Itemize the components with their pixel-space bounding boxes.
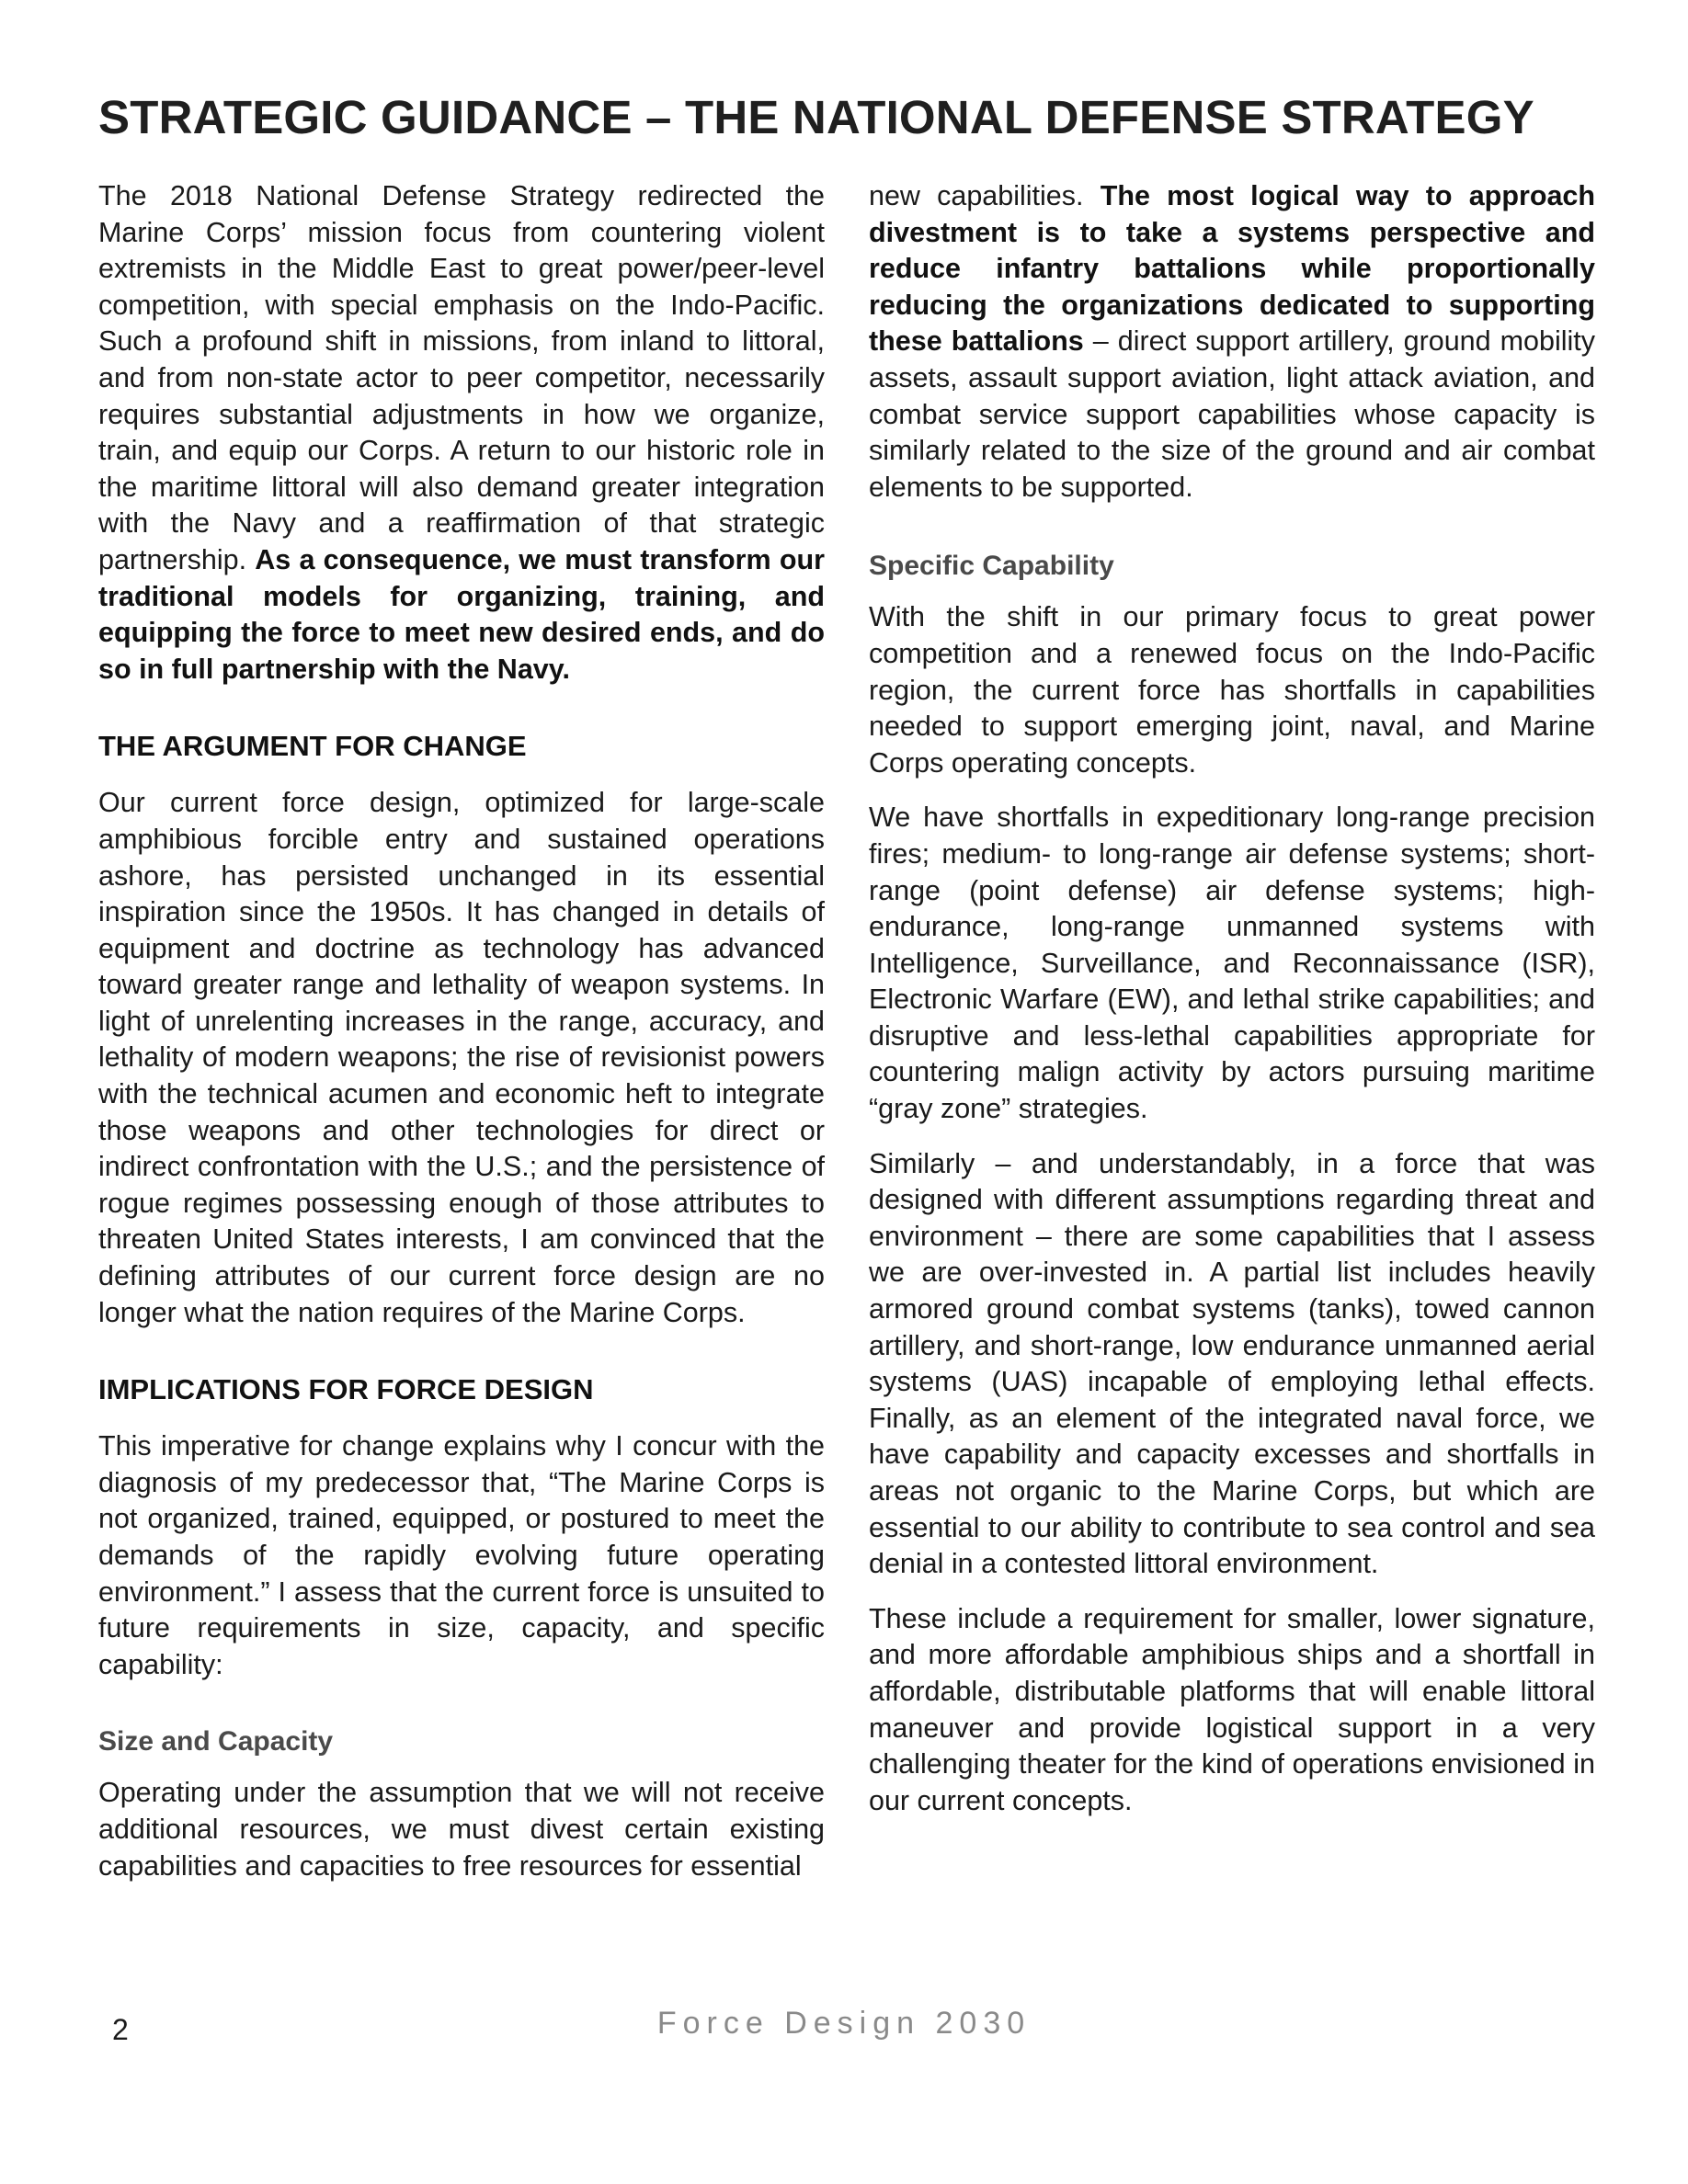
intro-paragraph: [98, 178, 825, 688]
right-column: [869, 178, 1595, 1819]
divestment-text-start: new capabilities.: [869, 180, 1101, 211]
implications-paragraph: This imperative for change explains why I concur with the diagnosis of my predecessor that, “The Marine Corps is not organized, trained, equipped, or postured to meet the demands of the rapidly evolving future operating environment.” I assess that the current force is unsuited to future requirements in size, capacity, and specific capability:: [98, 1430, 825, 1680]
page-number: 2: [112, 2013, 129, 2046]
argument-paragraph: Our current force design, optimized for large-scale amphibious forcible entry and sustained operations ashore, has persisted unchanged in its essential inspiration since the 1950s. It has changed in details of equipment and doctrine as technology has advanced toward greater range and lethality of weapon systems. In light of unrelenting increases in the range, accuracy, and lethality of modern weapons; the rise of revisionist powers with the technical acumen and economic heft to integrate those weapons and other technologies for direct or indirect confrontation with the U.S.; and the persistence of rogue regimes possessing enough of those attributes to threaten United States interests, I am convinced that the defining attributes of our current force design are no longer what the nation requires of the Marine Corps.: [98, 787, 825, 1328]
capability-paragraph-1: With the shift in our primary focus to great power competition and a renewed focus on the Indo-Pacific region, the current force has shortfalls in capabilities needed to support emerging joint, naval, and Marine Corps operating concepts.: [869, 601, 1595, 779]
argument-for-change-heading: THE ARGUMENT FOR CHANGE: [98, 730, 527, 763]
capability-paragraph-4: These include a requirement for smaller, lower signature, and more affordable amphibious ships and a shortfall in affordable, distributable platforms that will enable littoral maneuver and provide logistical support in a very challenging theater for the kind of operations envisioned in our current concepts.: [869, 1602, 1595, 1816]
size-and-capacity-heading: Size and Capacity: [98, 1726, 334, 1757]
capability-paragraph-2: We have shortfalls in expeditionary long-range precision fires; medium- to long-range air defense systems; short-range (point defense) air defense systems; high-endurance, long-range unmanned systems with Intelligence, Surveillance, and Reconnaissance (ISR), Electronic Warfare (EW), and lethal strike capabilities; and disruptive and less-lethal capabilities appropriate for countering malign activity by actors pursuing maritime “gray zone” strategies.: [869, 802, 1595, 1125]
size-and-capacity-paragraph: Operating under the assumption that we will not receive additional resources, we must divest certain existing capabilities and capacities to free resources for essential: [98, 1777, 825, 1882]
implications-heading: IMPLICATIONS FOR FORCE DESIGN: [98, 1373, 594, 1406]
divestment-text-end: – direct support artillery, ground mobility assets, assault support aviation, light attack aviation, and combat service support capabilities whose capacity is similarly related to the size of the ground and air combat elements to be supported.: [869, 325, 1595, 503]
left-column: [98, 178, 825, 1884]
intro-text: The 2018 National Defense Strategy redirected the Marine Corps’ mission focus from countering violent extremists in the Middle East to great power/peer-level competition, with special emphasis on the Indo-Pacific. Such a profound shift in missions, from inland to littoral, and from non-state actor to peer competitor, necessarily requires substantial adjustments in how we organize, train, and equip our Corps. A return to our historic role in the maritime littoral will also demand greater integration with the Navy and a reaffirmation of that strategic partnership.: [98, 180, 825, 575]
page-title: STRATEGIC GUIDANCE – THE NATIONAL DEFENSE STRATEGY: [98, 91, 1534, 143]
capability-paragraph-3: Similarly – and understandably, in a force that was designed with different assumptions regarding threat and environment – there are some capabilities that I assess we are over-invested in. A partial list includes heavily armored ground combat systems (tanks), towed cannon artillery, and short-range, low endurance unmanned aerial systems (UAS) incapable of employing lethal effects. Finally, as an element of the integrated naval force, we have capability and capacity excesses and shortfalls in areas not organic to the Marine Corps, but which are essential to our ability to contribute to sea control and sea denial in a contested littoral environment.: [869, 1147, 1595, 1580]
footer-title: Force Design 2030: [656, 2006, 1032, 2041]
intro-bold-text: As a consequence, we must transform our traditional models for organizing, training, and equipping the force to meet new desired ends, and do so in full partnership with the Navy.: [98, 543, 825, 685]
specific-capability-heading: Specific Capability: [869, 551, 1114, 582]
divestment-paragraph: [869, 178, 1595, 506]
divestment-bold-text: The most logical way to approach divestment is to take a systems perspective and reduce infantry battalions while proportionally reducing the organizations dedicated to supporting these battalions: [869, 180, 1596, 358]
